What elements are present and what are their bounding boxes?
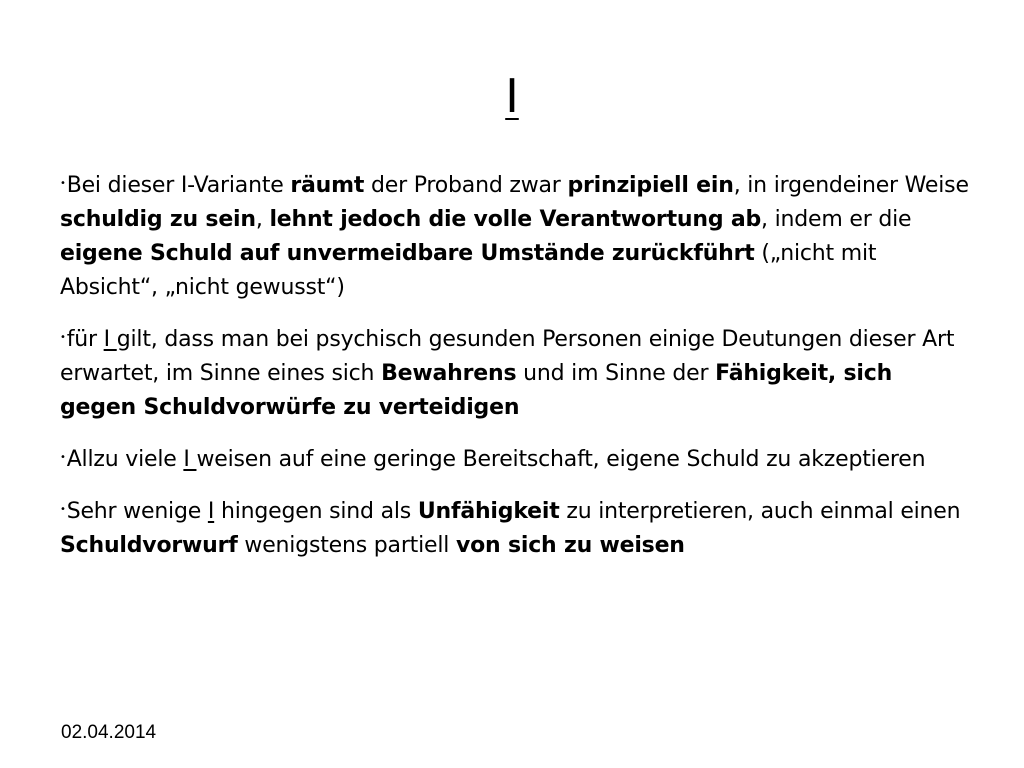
- underlined-text: I: [207, 499, 215, 524]
- bullet-item: [60, 441, 970, 477]
- bullet-list: [60, 167, 970, 579]
- text-segment: hingegen sind als: [214, 499, 418, 524]
- text-segment: Allzu viele: [66, 447, 184, 472]
- bold-text: schuldig zu sein: [60, 207, 256, 232]
- text-segment: gilt, dass man bei psychisch gesunden Personen einige Deutungen dieser Art erwartet, im Sinne eines sich: [60, 327, 955, 386]
- bold-text: lehnt jedoch die volle Verantwortung ab: [269, 207, 762, 232]
- bullet-dot-icon: •: [60, 178, 66, 189]
- bold-text: prinzipiell ein: [567, 173, 734, 198]
- text-segment: Bei dieser I-Variante: [66, 173, 291, 198]
- bold-text: Bewahrens: [381, 361, 517, 386]
- underlined-text: I: [103, 327, 117, 352]
- bullet-dot-icon: •: [60, 452, 66, 463]
- text-segment: der Proband zwar: [364, 173, 568, 198]
- slide-title: [0, 66, 1024, 126]
- bullet-item: [60, 167, 970, 305]
- bold-text: eigene Schuld auf unvermeidbare Umstände zurückführt: [60, 241, 755, 266]
- bullet-dot-icon: •: [60, 504, 66, 515]
- bold-text: Fähigkeit, sich gegen Schuldvorwürfe zu verteidigen: [60, 361, 893, 420]
- bullet-item: [60, 493, 970, 563]
- text-segment: Sehr wenige: [66, 499, 208, 524]
- slide-title-text: I: [505, 69, 519, 123]
- bullet-dot-icon: •: [60, 332, 66, 343]
- text-segment: wenigstens partiell: [237, 533, 456, 558]
- text-segment: weisen auf eine geringe Bereitschaft, eigene Schuld zu akzeptieren: [196, 447, 926, 472]
- bold-text: räumt: [290, 173, 365, 198]
- text-segment: und im Sinne der: [516, 361, 716, 386]
- bold-text: Schuldvorwurf: [60, 533, 238, 558]
- bold-text: Unfähigkeit: [417, 499, 560, 524]
- bullet-item: [60, 321, 970, 425]
- text-segment: ,: [255, 207, 270, 232]
- text-segment: („nicht mit Absicht“, „nicht gewusst“): [60, 241, 877, 300]
- text-segment: , indem er die: [761, 207, 912, 232]
- bold-text: von sich zu weisen: [455, 533, 685, 558]
- text-segment: für: [66, 327, 104, 352]
- footer-date: 02.04.2014: [61, 722, 157, 743]
- text-segment: , in irgendeiner Weise: [733, 173, 969, 198]
- text-segment: zu interpretieren, auch einmal einen: [559, 499, 961, 524]
- underlined-text: I: [183, 447, 197, 472]
